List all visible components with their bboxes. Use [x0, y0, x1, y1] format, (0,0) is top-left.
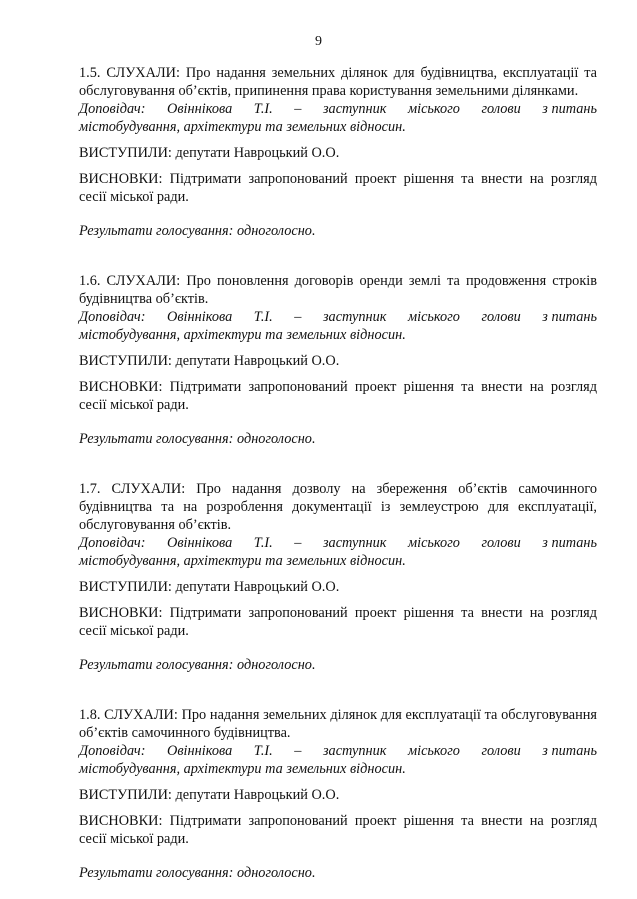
speaker-role-word: голови: [481, 309, 521, 325]
speaker-line: [79, 308, 597, 326]
speaker-name: Овіннікова: [167, 535, 233, 551]
spoke-paragraph: ВИСТУПИЛИ: депутати Навроцький О.О.: [79, 353, 340, 369]
heard-paragraph: [79, 64, 597, 100]
heard-label: 1.5. СЛУХАЛИ:: [79, 65, 180, 81]
speaker-block: [79, 742, 597, 778]
speaker-role-word: з питань: [542, 101, 597, 117]
speaker-line: [79, 534, 597, 552]
speaker-label: Доповідач:: [79, 101, 146, 117]
agenda-item-1-5: [79, 64, 597, 240]
heard-paragraph: [79, 480, 597, 534]
heard-text: Про поновлення договорів оренди землі та продовження строків будівництва об’єктів.: [79, 273, 597, 307]
speaker-initials: Т.І.: [253, 101, 273, 117]
speaker-role-word: з питань: [542, 743, 597, 759]
conclusions-paragraph: ВИСНОВКИ: Підтримати запропонований проект рішення та внести на розгляд сесії міської ради.: [79, 605, 597, 639]
page-number: 9: [315, 34, 322, 49]
speaker-block: [79, 308, 597, 344]
speaker-initials: Т.І.: [253, 535, 273, 551]
speaker-initials: Т.І.: [253, 743, 273, 759]
vote-result: Результати голосування: одноголосно.: [79, 431, 316, 447]
speaker-role-word: заступник: [322, 535, 387, 551]
heard-paragraph: [79, 272, 597, 308]
speaker-role-line: містобудування, архітектури та земельних відносин.: [79, 761, 406, 777]
speaker-role-word: голови: [481, 535, 521, 551]
vote-result: Результати голосування: одноголосно.: [79, 223, 316, 239]
speaker-role-line: містобудування, архітектури та земельних відносин.: [79, 119, 406, 135]
speaker-dash: –: [294, 309, 302, 325]
speaker-role-line: містобудування, архітектури та земельних відносин.: [79, 327, 406, 343]
conclusions-paragraph: ВИСНОВКИ: Підтримати запропонований проект рішення та внести на розгляд сесії міської ради.: [79, 379, 597, 413]
spoke-paragraph: ВИСТУПИЛИ: депутати Навроцький О.О.: [79, 145, 340, 161]
speaker-role-word: заступник: [322, 309, 387, 325]
heard-paragraph: [79, 706, 597, 742]
speaker-role-word: міського: [407, 309, 460, 325]
agenda-item-1-6: [79, 272, 597, 448]
speaker-role-word: з питань: [542, 309, 597, 325]
speaker-role-word: голови: [481, 101, 521, 117]
speaker-initials: Т.І.: [253, 309, 273, 325]
heard-label: 1.7. СЛУХАЛИ:: [79, 481, 186, 497]
speaker-label: Доповідач:: [79, 743, 146, 759]
speaker-dash: –: [294, 743, 302, 759]
speaker-role-word: заступник: [322, 101, 387, 117]
conclusions-paragraph: ВИСНОВКИ: Підтримати запропонований проект рішення та внести на розгляд сесії міської ради.: [79, 813, 597, 847]
conclusions-paragraph: ВИСНОВКИ: Підтримати запропонований проект рішення та внести на розгляд сесії міської ради.: [79, 171, 597, 205]
speaker-dash: –: [294, 535, 302, 551]
speaker-name: Овіннікова: [167, 101, 233, 117]
agenda-item-1-8: [79, 706, 597, 882]
speaker-role-word: з питань: [542, 535, 597, 551]
speaker-line: [79, 100, 597, 118]
vote-result: Результати голосування: одноголосно.: [79, 657, 316, 673]
heard-text: Про надання земельних ділянок для експлуатації та обслуговування об’єктів самочинного будівництва.: [79, 707, 597, 741]
speaker-dash: –: [294, 101, 302, 117]
spoke-paragraph: ВИСТУПИЛИ: депутати Навроцький О.О.: [79, 579, 340, 595]
speaker-label: Доповідач:: [79, 535, 146, 551]
speaker-name: Овіннікова: [167, 743, 233, 759]
speaker-role-word: голови: [481, 743, 521, 759]
speaker-block: [79, 534, 597, 570]
speaker-role-word: заступник: [322, 743, 387, 759]
heard-text: Про надання дозволу на збереження об’єктів самочинного будівництва та на розроблення документації із землеустрою для експлуатації, обслуговування об’єктів.: [79, 481, 597, 533]
heard-text: Про надання земельних ділянок для будівництва, експлуатації та обслуговування об’єктів, припинення права користування земельними ділянками.: [79, 65, 598, 99]
speaker-block: [79, 100, 597, 136]
speaker-role-word: міського: [407, 101, 460, 117]
document-body: [79, 64, 597, 882]
speaker-role-word: міського: [407, 535, 460, 551]
spoke-paragraph: ВИСТУПИЛИ: депутати Навроцький О.О.: [79, 787, 340, 803]
speaker-label: Доповідач:: [79, 309, 146, 325]
heard-label: 1.8. СЛУХАЛИ:: [79, 707, 178, 723]
speaker-role-line: містобудування, архітектури та земельних відносин.: [79, 553, 406, 569]
agenda-item-1-7: [79, 480, 597, 674]
speaker-name: Овіннікова: [167, 309, 233, 325]
vote-result: Результати голосування: одноголосно.: [79, 865, 316, 881]
speaker-role-word: міського: [407, 743, 460, 759]
speaker-line: [79, 742, 597, 760]
heard-label: 1.6. СЛУХАЛИ:: [79, 273, 181, 289]
